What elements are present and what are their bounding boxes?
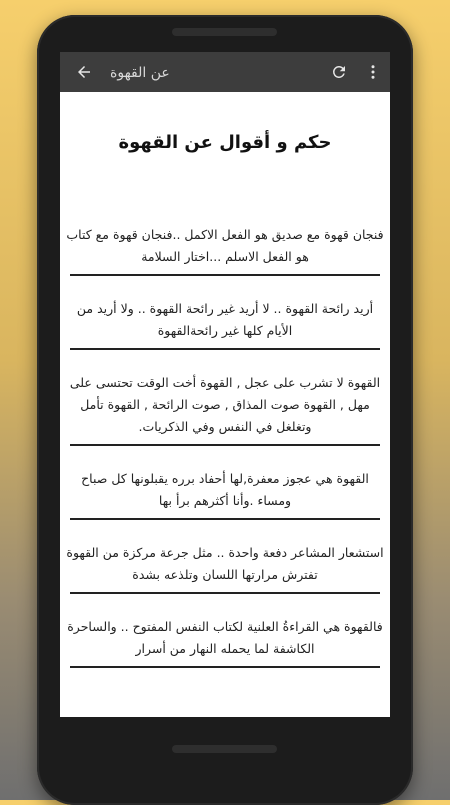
refresh-icon[interactable] [326,59,352,85]
earpiece-speaker [172,28,277,36]
arrow-left-icon[interactable] [71,59,97,85]
app-bar-title: عن القهوة [110,65,170,81]
divider [70,348,380,350]
quote-text: القهوة لا تشرب على عجل , القهوة أخت الوقت تحتسى على مهل , القهوة صوت المذاق , صوت الرائحة , القهوة تأمل وتغلغل في النفس وفي الذكريات. [69,375,381,434]
content-area[interactable] [60,92,390,717]
quote-text: فالقهوة هي القراءةُ العلنية لكتاب النفس المفتوح .. والساحرة الكاشفة لما يحمله النهار من أسرار [67,619,383,656]
quote-text: القهوة هي عجوز معفرة,لها أحفاد برره يقبلونها كل صباح ومساء .وأنا أكثرهم برأ بها [81,471,369,508]
quote-text: أريد رائحة القهوة .. لا أريد غير رائحة القهوة .. ولا أريد من الأيام كلها غير رائحةالقهوة [76,301,374,338]
quote-list [60,224,390,690]
app-bar [60,52,390,92]
divider [70,518,380,520]
page-title: حكم و أقوال عن القهوة [118,132,332,153]
divider [70,666,380,668]
divider [70,444,380,446]
divider [70,592,380,594]
bottom-speaker [172,745,277,753]
quote-text: فنجان قهوة مع صديق هو الفعل الاكمل ..فنجان قهوة مع كتاب هو الفعل الاسلم ...اختار السلامة [66,227,384,264]
quote-text: استشعار المشاعر دفعة واحدة .. مثل جرعة مركزة من القهوة تفترش مرارتها اللسان وتلذعه بشدة [66,545,384,582]
divider [70,274,380,276]
more-vert-icon[interactable] [360,59,386,85]
